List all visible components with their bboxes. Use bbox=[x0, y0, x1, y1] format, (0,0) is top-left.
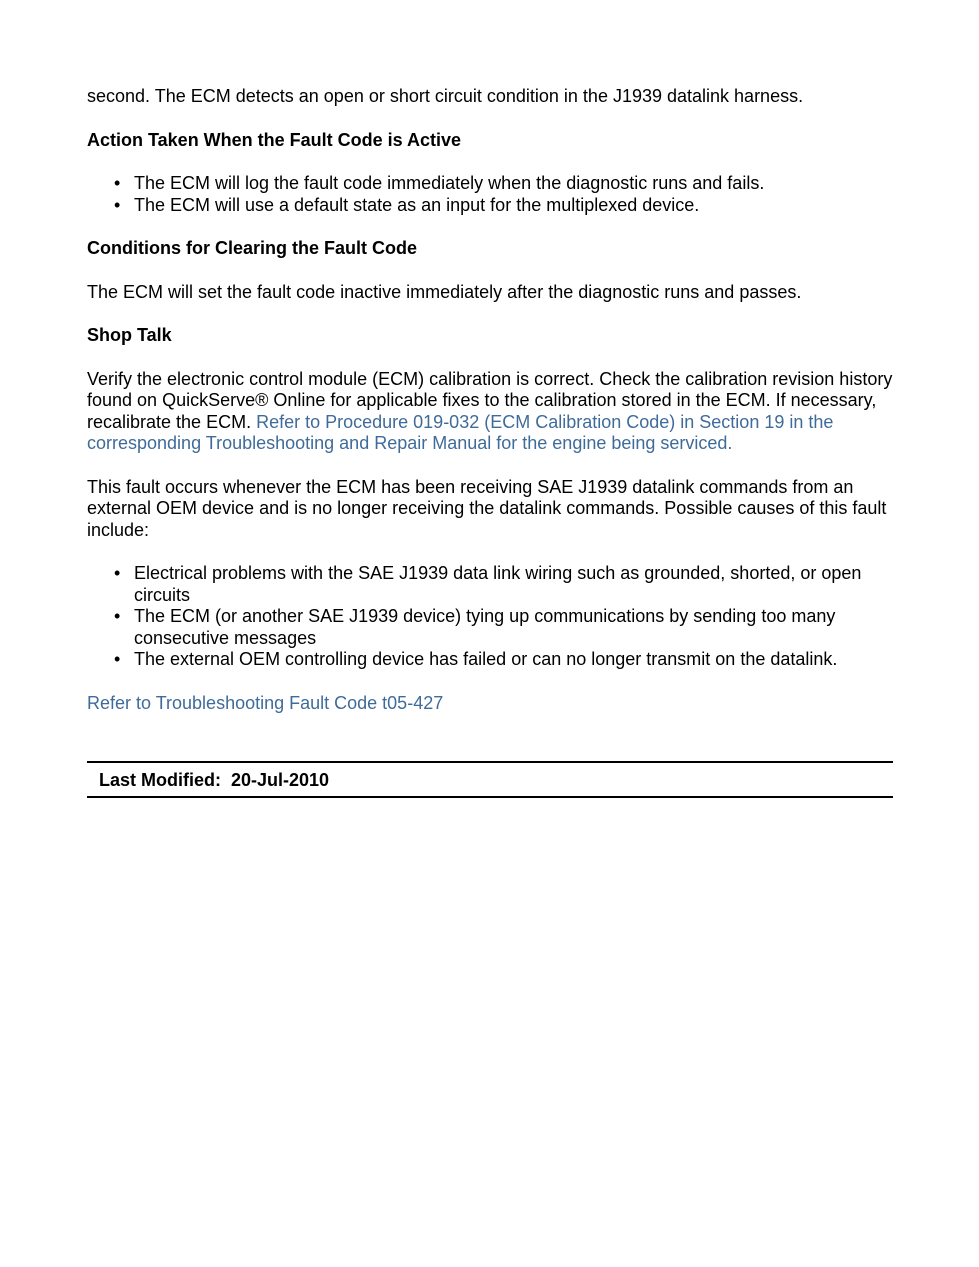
action-taken-list bbox=[87, 173, 893, 216]
bullet-icon: • bbox=[114, 563, 121, 583]
list-item bbox=[114, 606, 893, 649]
list-item-text: The ECM will log the fault code immediately when the diagnostic runs and fails. bbox=[134, 173, 765, 193]
shop-talk-heading: Shop Talk bbox=[87, 325, 172, 345]
list-item-text: The external OEM controlling device has failed or can no longer transmit on the datalink. bbox=[134, 649, 838, 669]
list-item bbox=[114, 649, 893, 671]
clearing-conditions-text: The ECM will set the fault code inactive immediately after the diagnostic runs and passes. bbox=[87, 281, 802, 302]
list-item-text: The ECM (or another SAE J1939 device) tying up communications by sending too many consecutive messages bbox=[134, 606, 836, 648]
troubleshooting-paragraph bbox=[87, 693, 893, 715]
document-body bbox=[87, 86, 893, 714]
list-item bbox=[114, 173, 893, 195]
calibration-paragraph bbox=[87, 369, 893, 455]
fault-description-text: This fault occurs whenever the ECM has been receiving SAE J1939 datalink commands from an external OEM device and is no longer receiving the datalink commands. Possible causes of this fault include: bbox=[87, 476, 887, 540]
bullet-icon: • bbox=[114, 649, 121, 669]
list-item-text: The ECM will use a default state as an input for the multiplexed device. bbox=[134, 194, 700, 215]
possible-causes-list bbox=[87, 563, 893, 671]
troubleshooting-fault-code-link[interactable]: Refer to Troubleshooting Fault Code t05-427 bbox=[87, 692, 444, 713]
bullet-icon: • bbox=[114, 173, 121, 193]
list-item bbox=[114, 563, 893, 606]
last-modified-text: Last Modified: 20-Jul-2010 bbox=[99, 770, 330, 790]
list-item-text: Electrical problems with the SAE J1939 data link wiring such as grounded, shorted, or open circuits bbox=[134, 563, 862, 605]
last-modified-bar bbox=[87, 761, 893, 798]
intro-text: second. The ECM detects an open or short circuit condition in the J1939 datalink harness. bbox=[87, 86, 804, 106]
procedure-019-032-link[interactable]: Refer to Procedure 019-032 (ECM Calibration Code) in Section 19 in the corresponding Troubleshooting and Repair Manual for the engine being serviced. bbox=[87, 411, 834, 453]
calibration-text: Verify the electronic control module (ECM) calibration is correct. Check the calibration revision history found on QuickServe® Online for applicable fixes to the calibration stored in the ECM. If necessary, recalibrate the ECM. bbox=[87, 368, 893, 432]
list-item bbox=[114, 194, 893, 217]
action-taken-heading: Action Taken When the Fault Code is Active bbox=[87, 129, 462, 150]
bullet-icon: • bbox=[114, 194, 121, 215]
bullet-icon: • bbox=[114, 606, 121, 626]
clearing-conditions-heading: Conditions for Clearing the Fault Code bbox=[87, 238, 417, 258]
